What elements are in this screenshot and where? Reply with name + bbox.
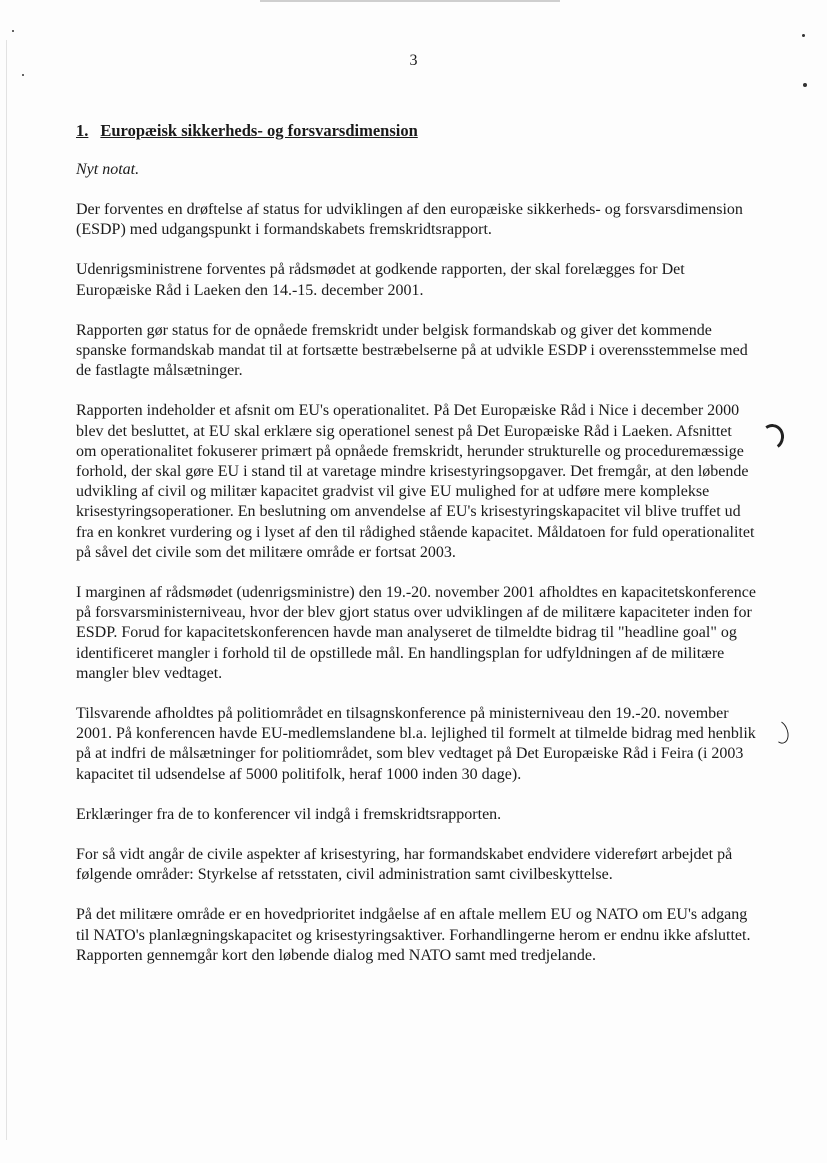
paragraph: Rapporten indeholder et afsnit om EU's operationalitet. På Det Europæiske Råd i Nice i december 2000 blev det besluttet, at EU skal erklære sig operationel senest på Det Europæiske Råd i Laeken. Afsnittet om operationalitet fokuserer primært på opnåede fremskridt, herunder strukturelle og proceduremæssige forhold, der skal gøre EU i stand til at varetage mindre krisestyringsopgaver. Det fremgår, at den løbende udvikling af civil og militær kapacitet gradvist vil give EU mulighed for at udføre mere komplekse krisestyringsoperationer. En beslutning om anvendelse af EU's krisestyringskapacitet vil blive truffet ud fra en konkret vurdering og i lyset af den til rådighed stående kapacitet. Måldatoen for fuld operationalitet på såvel det civile som det militære område er fortsat 2003. (76, 402, 755, 561)
paragraph: Der forventes en drøftelse af status for udviklingen af den europæiske sikkerheds- og forsvarsdimension (ESDP) med udgangspunkt i formandskabets fremskridtsrapport. (76, 201, 743, 239)
document-body (76, 120, 756, 986)
paragraph: For så vidt angår de civile aspekter af krisestyring, har formandskabet endvidere videreført arbejdet på følgende områder: Styrkelse af retsstaten, civil administration samt civilbeskyttelse. (76, 846, 733, 884)
punch-hole-mark (768, 718, 791, 746)
scan-speck (803, 83, 807, 87)
paragraph: Tilsvarende afholdtes på politiområdet en tilsagnskonference på ministerniveau den 19.-20. november 2001. På konferencen havde EU-medlemslandene bl.a. lejlighed til formelt at tilmelde bidrag med henblik på at indfri de målsætninger for politiområdet, som blev vedtaget på Det Europæiske Råd i Feira (i 2003 kapacitet til udsendelse af 5000 politifolk, heraf 1000 inden 30 dage). (76, 705, 756, 783)
scan-speck (22, 74, 24, 76)
section-number: 1. (76, 121, 89, 140)
section-heading (76, 120, 756, 142)
scan-speck (12, 30, 14, 32)
paragraph: Udenrigsministrene forventes på rådsmødet at godkende rapporten, der skal forelægges for Det Europæiske Råd i Laeken den 14.-15. december 2001. (76, 261, 685, 299)
paragraph: I marginen af rådsmødet (udenrigsministre) den 19.-20. november 2001 afholdtes en kapacitetskonference på forsvarsministerniveau, hvor der blev gjort status over udviklingen af de militære kapaciteter inden for ESDP. Forud for kapacitetskonferencen havde man analyseret de tilmeldte bidrag til "headline goal" og identificeret mangler i forhold til de opstillede mål. En handlingsplan for udfyldningen af de militære mangler blev vedtaget. (76, 584, 756, 682)
scan-artifact-top (260, 0, 560, 2)
paragraph: Erklæringer fra de to konferencer vil indgå i fremskridtsrapporten. (76, 805, 502, 823)
page-number: 3 (409, 52, 418, 69)
section-title: Europæisk sikkerheds- og forsvarsdimension (100, 121, 418, 140)
note-label: Nyt notat. (76, 161, 140, 178)
scan-artifact-left (6, 40, 7, 1140)
scan-speck (802, 34, 805, 37)
paragraph: Rapporten gør status for de opnåede fremskridt under belgisk formandskab og giver det kommende spanske formandskab mandat til at fortsætte bestræbelserne på at udvikle ESDP i overensstemmelse med de fastlagte målsætninger. (76, 321, 748, 380)
punch-hole-mark (758, 422, 786, 452)
paragraph: På det militære område er en hovedprioritet indgåelse af en aftale mellem EU og NATO om EU's adgang til NATO's planlægningskapacitet og krisestyringsaktiver. Forhandlingerne herom er endnu ikke afsluttet. Rapporten gennemgår kort den løbende dialog med NATO samt med tredjelande. (76, 906, 751, 964)
